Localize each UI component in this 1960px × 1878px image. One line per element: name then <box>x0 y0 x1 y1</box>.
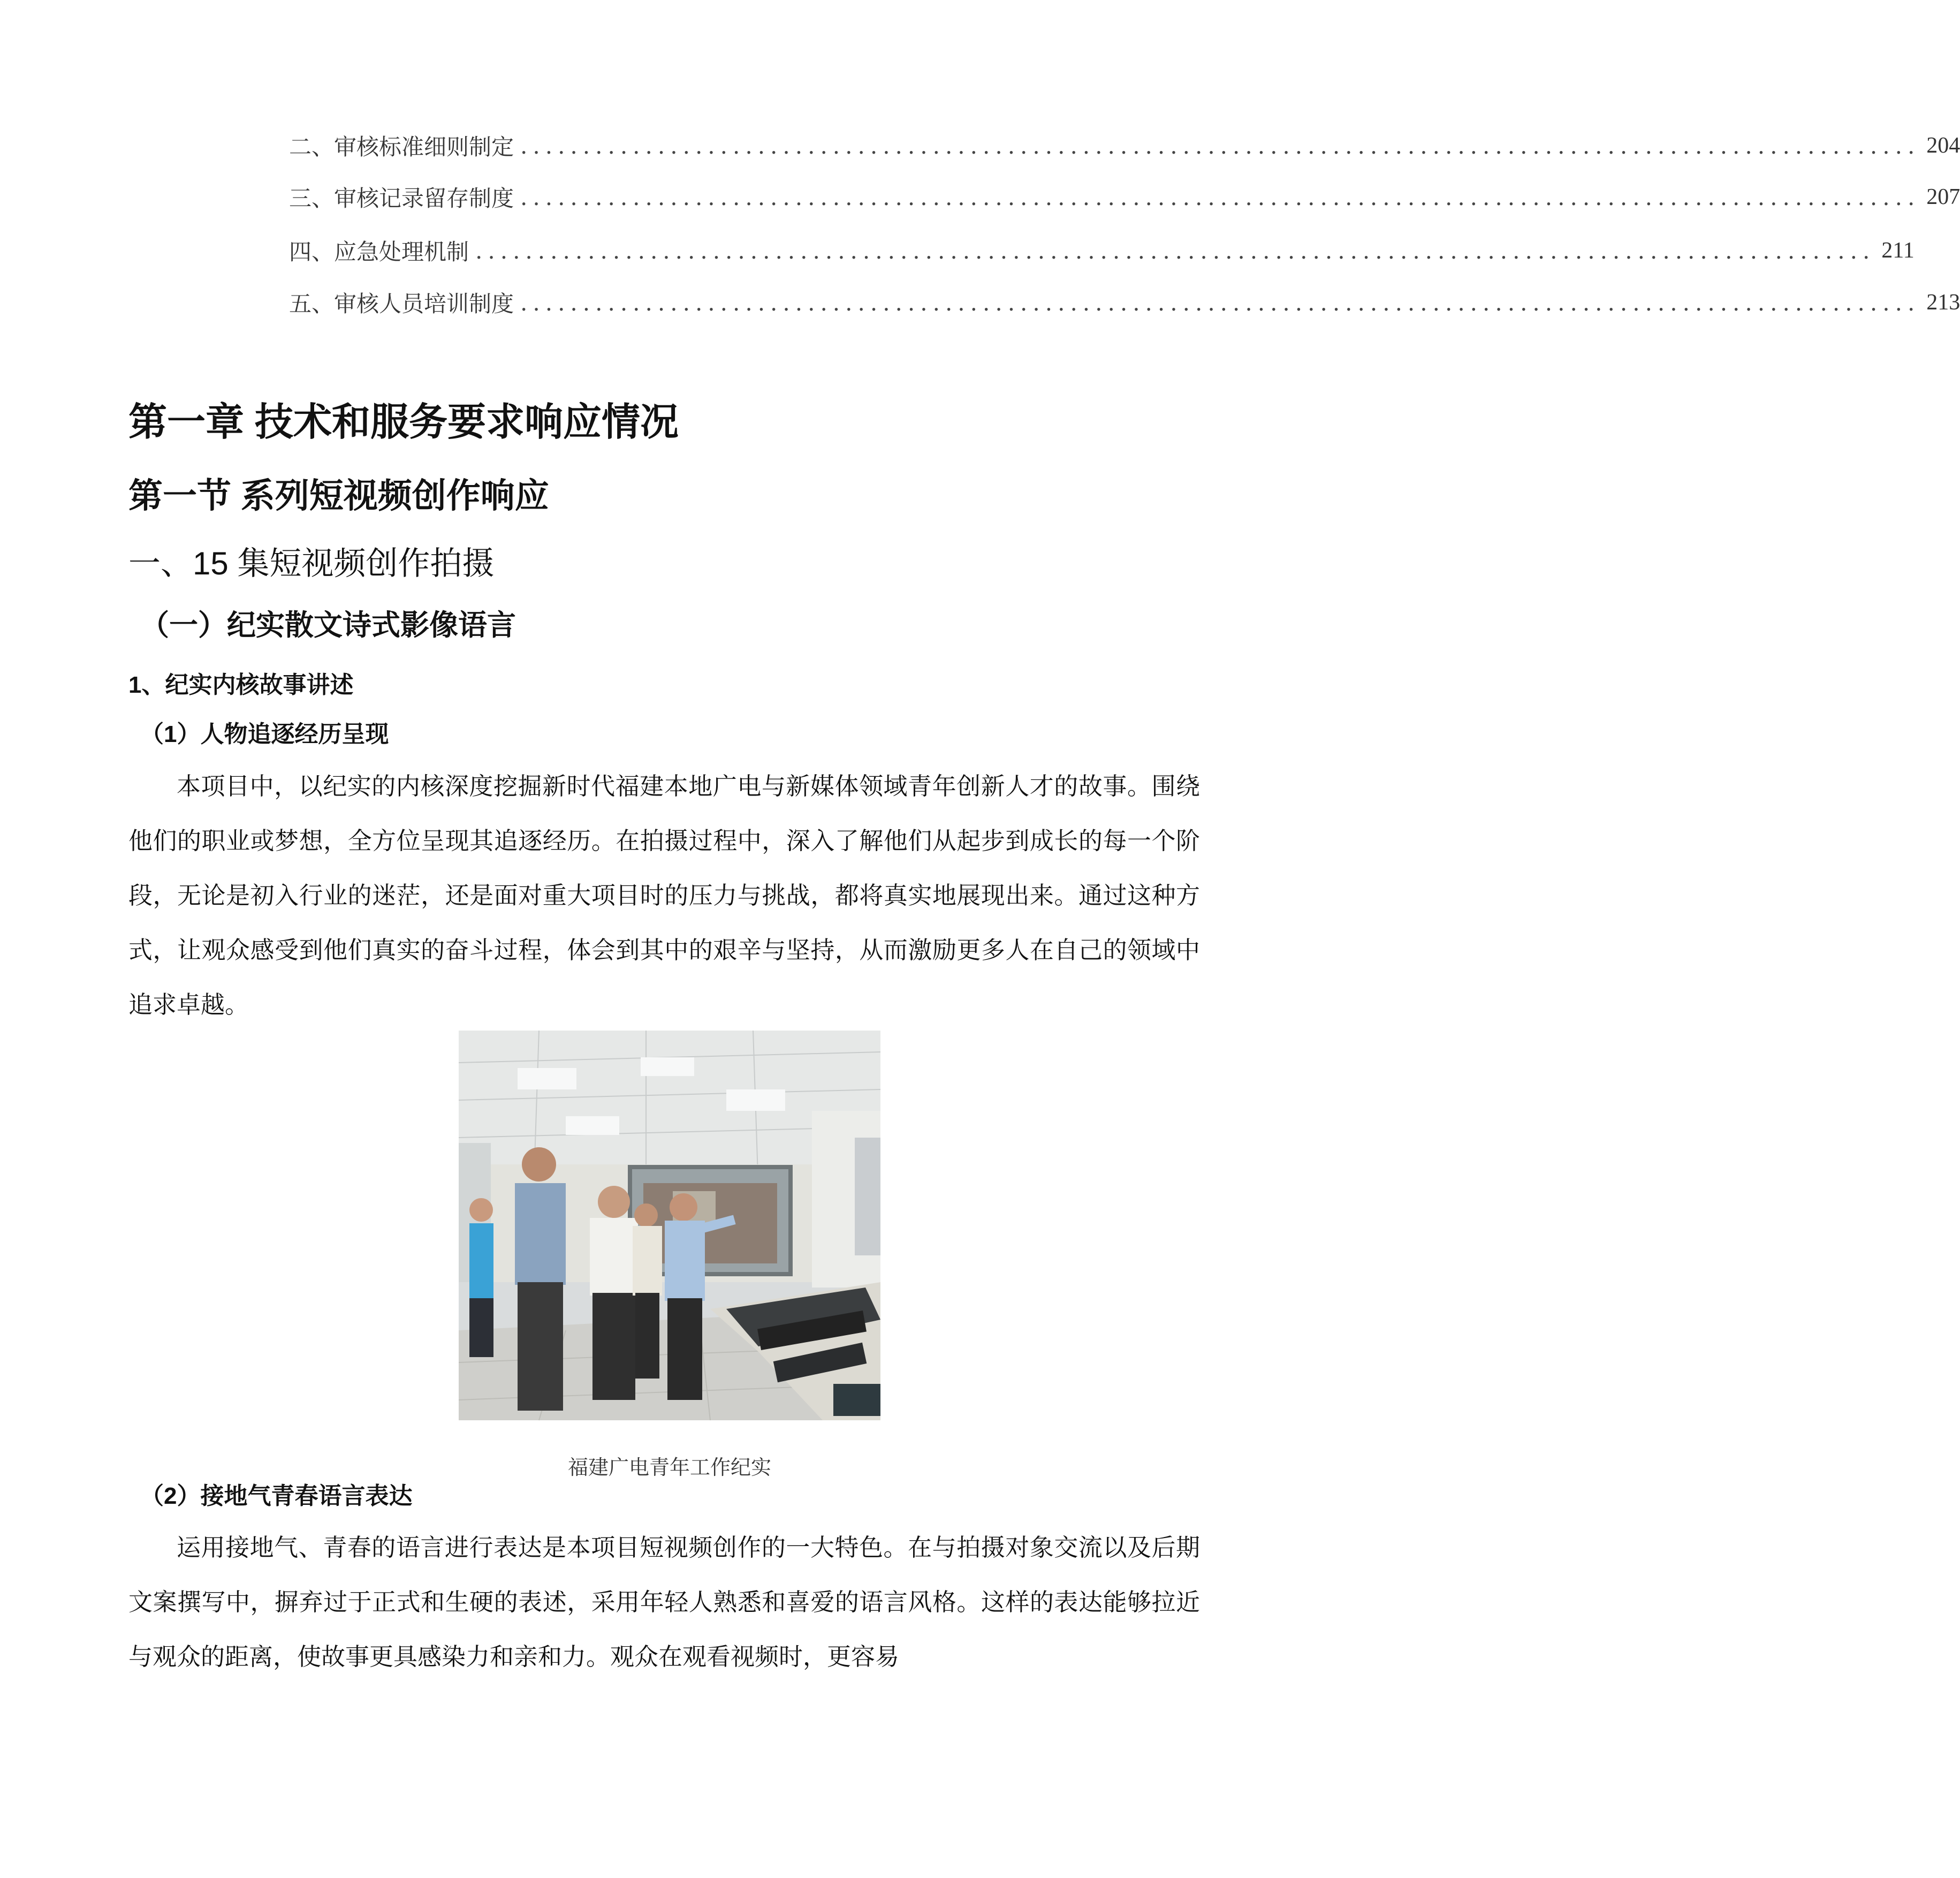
toc-entry[interactable] <box>289 127 1960 164</box>
subpoint-heading: （1）人物追逐经历呈现 <box>140 721 389 747</box>
body-paragraph: 运用接地气、青春的语言进行表达是本项目短视频创作的一大特色。在与拍摄对象交流以及后期文案撰写中，摒弃过于正式和生硬的表述，采用年轻人熟悉和喜爱的语言风格。这样的表达能够拉近与观众的距离，使故事更具感染力和亲和力。观众在观看视频时，更容易 <box>128 1533 1200 1671</box>
toc-entry[interactable] <box>289 284 1960 321</box>
figure-caption: 福建广电青年工作纪实 <box>567 1456 771 1479</box>
toc-number: 三、 <box>289 185 335 211</box>
section-heading: 第一节 系列短视频创作响应 <box>128 476 549 515</box>
chapter-heading: 第一章 技术和服务要求响应情况 <box>128 401 679 444</box>
document-photo <box>459 1031 880 1420</box>
subsection-heading: （一）纪实散文诗式影像语言 <box>140 609 516 641</box>
toc-leader-dots: ................................................................................................................ <box>520 184 1920 210</box>
point-heading: 1、纪实内核故事讲述 <box>128 672 354 698</box>
toc-leader-dots: ................................................................................................................ <box>475 237 1875 264</box>
toc-leader-dots: ................................................................................................................ <box>520 289 1920 316</box>
toc-number: 二、 <box>289 134 335 160</box>
toc-entry[interactable] <box>289 232 1915 269</box>
body-paragraph: 本项目中，以纪实的内核深度挖掘新时代福建本地广电与新媒体领域青年创新人才的故事。围绕他们的职业或梦想，全方位呈现其追逐经历。在拍摄过程中，深入了解他们从起步到成长的每一个阶段，无论是初入行业的迷茫，还是面对重大项目时的压力与挑战，都将真实地展现出来。通过这种方式，让观众感受到他们真实的奋斗过程，体会到其中的艰辛与坚持，从而激励更多人在自己的领域中追求卓越。 <box>128 772 1200 1019</box>
toc-title: 审核记录留存制度 <box>334 185 514 211</box>
toc-title: 应急处理机制 <box>334 239 469 265</box>
toc-entry[interactable] <box>289 178 1960 216</box>
item-heading: 一、15 集短视频创作拍摄 <box>128 546 495 581</box>
toc-leader-dots: ................................................................................................................ <box>520 132 1920 159</box>
toc-page-number: 213 <box>1926 290 1960 315</box>
toc-title: 审核标准细则制定 <box>334 134 514 160</box>
toc-page-number: 204 <box>1926 133 1960 158</box>
subpoint-heading: （2）接地气青春语言表达 <box>140 1483 413 1509</box>
toc-number: 五、 <box>289 291 335 317</box>
toc-title: 审核人员培训制度 <box>334 291 514 317</box>
toc-number: 四、 <box>289 239 335 265</box>
toc-page-number: 211 <box>1881 238 1915 263</box>
toc-page-number: 207 <box>1926 185 1960 209</box>
